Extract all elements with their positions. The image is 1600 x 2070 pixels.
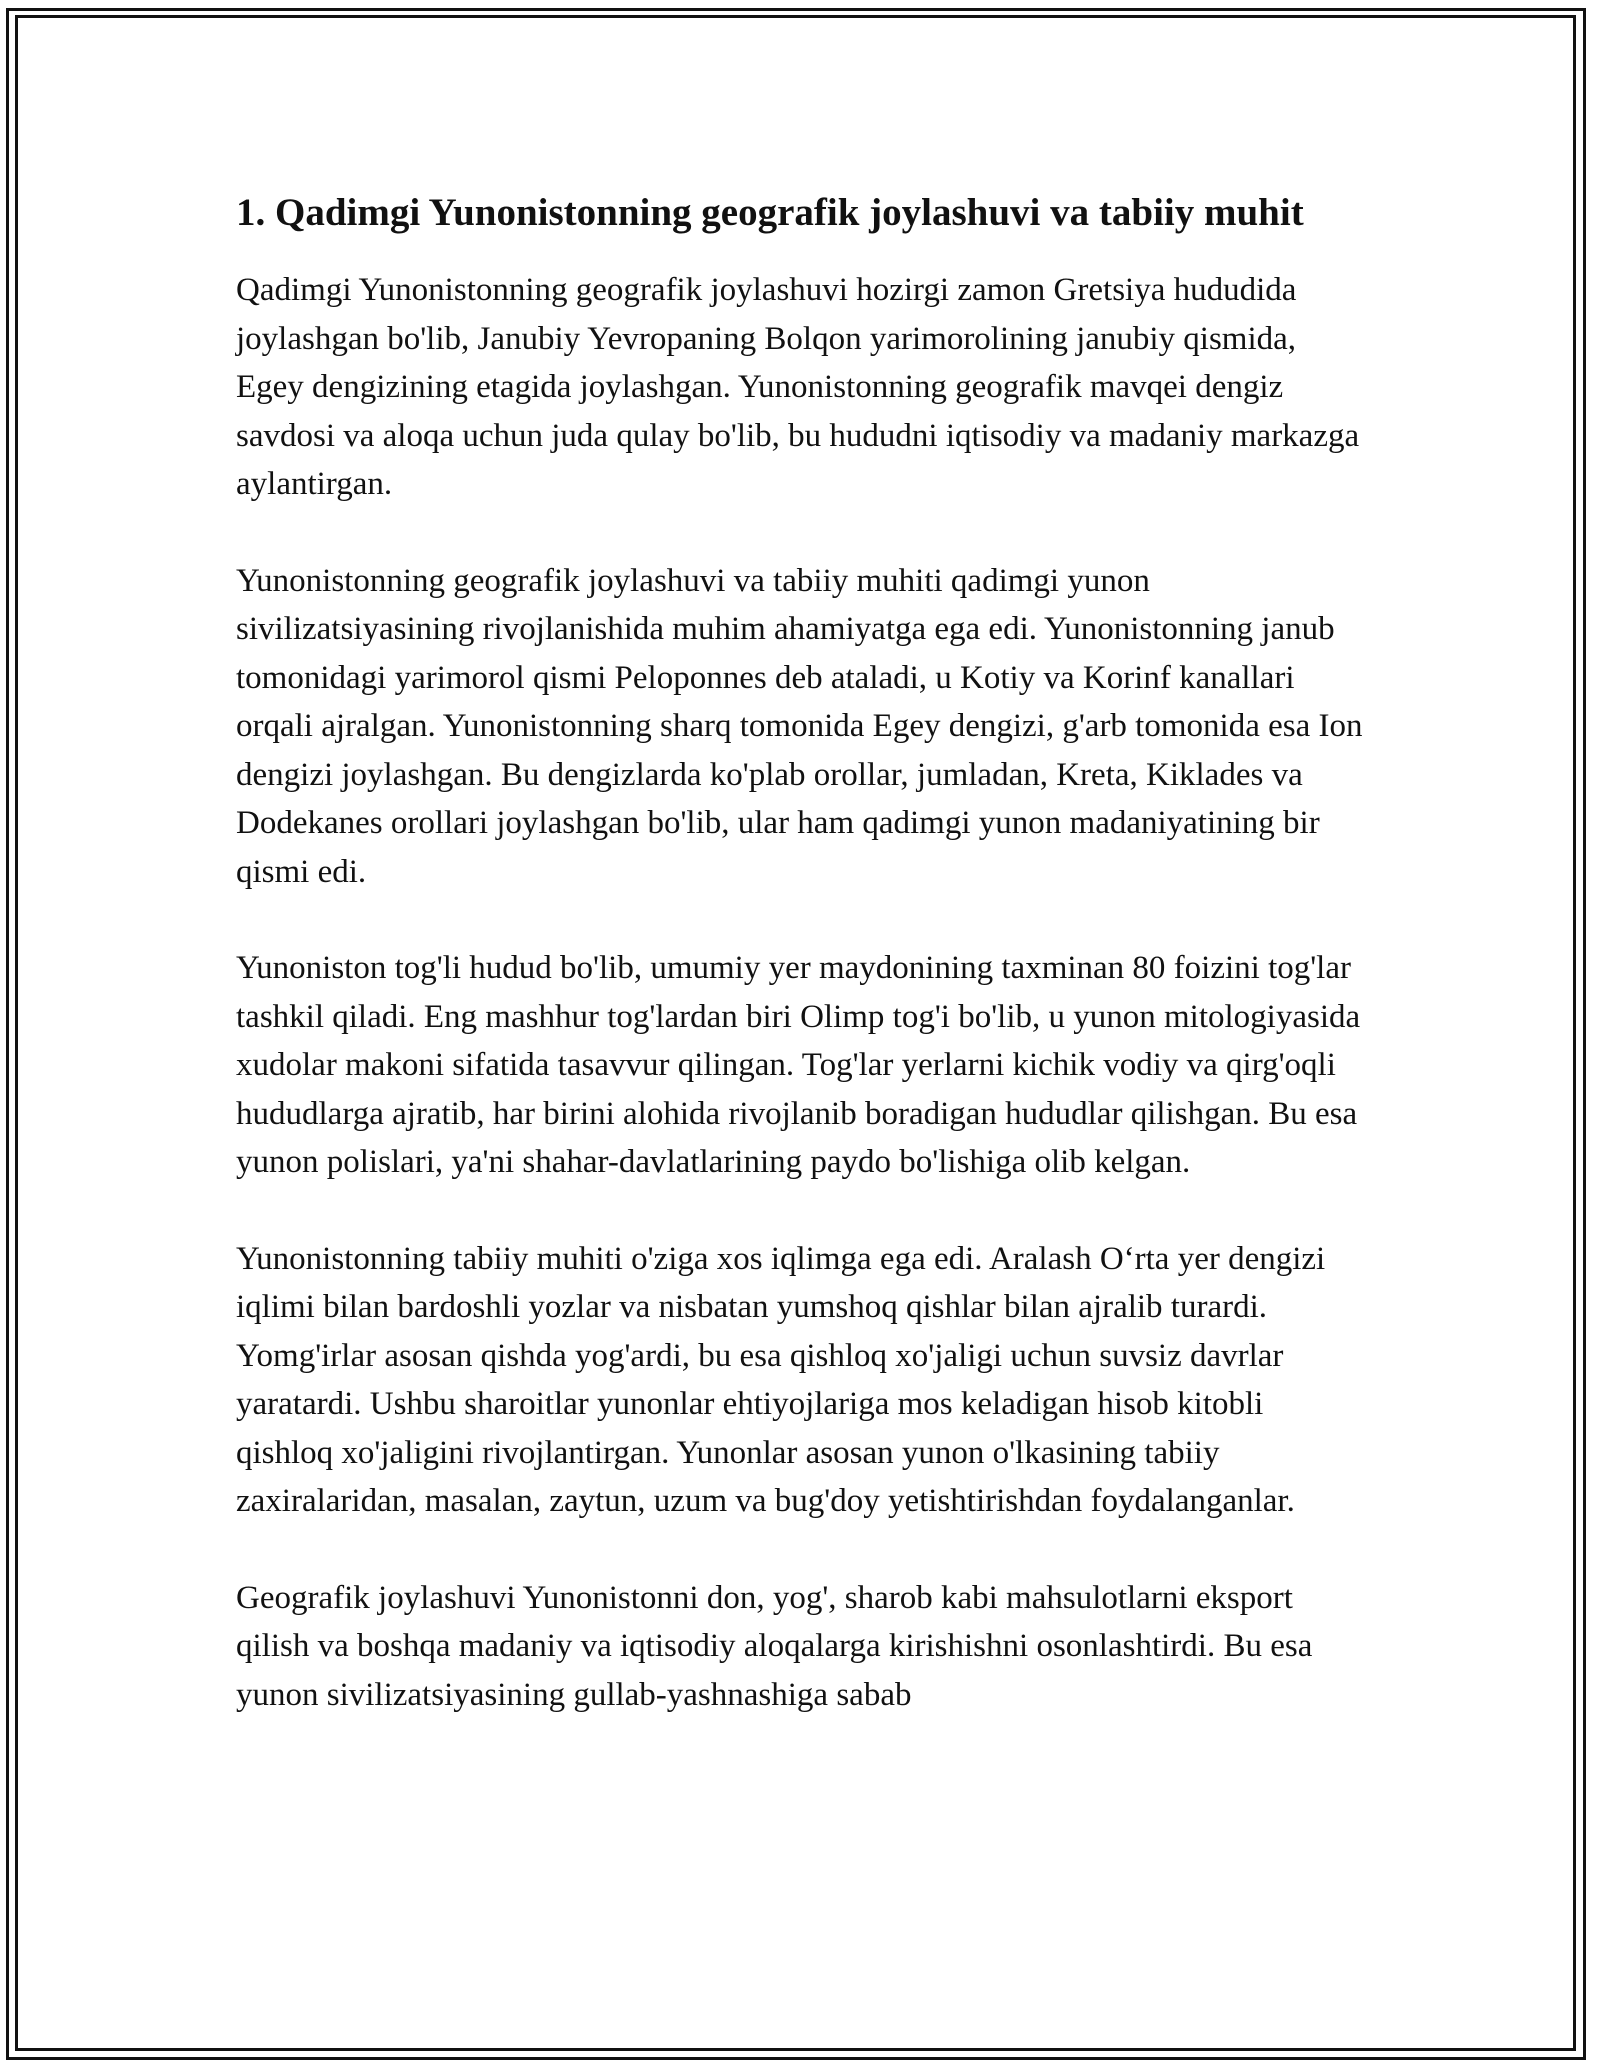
document-body — [236, 186, 1366, 1767]
paragraph-mountains: Yunoniston tog'li hudud bo'lib, umumiy yer maydonining taxminan 80 foizini tog'lar tashkil qiladi. Eng mashhur tog'lardan biri Olimp tog'i bo'lib, u yunon mitologiyasida xudolar makoni sifatida tasavvur qilingan. Tog'lar yerlarni kichik vodiy va qirg'oqli hududlarga ajratib, har birini alohida rivojlanib boradigan hududlar qilishgan. Bu esa yunon polislari, ya'ni shahar-davlatlarining paydo bo'lishiga olib kelgan. — [236, 950, 1361, 1180]
paragraph-climate: Yunonistonning tabiiy muhiti o'ziga xos iqlimga ega edi. Aralash O‘rta yer dengizi iqlimi bilan bardoshli yozlar va nisbatan yumshoq qishlar bilan ajralib turardi. Yomg'irlar asosan qishda yog'ardi, bu esa qishloq xo'jaligi uchun suvsiz davrlar yaratardi. Ushbu sharoitlar yunonlar ehtiyojlariga mos keladigan hisob kitobli qishloq xo'jaligini rivojlantirgan. Yunonlar asosan yunon o'lkasining tabiiy zaxiralaridan, masalan, zaytun, uzum va bug'doy yetishtirishdan foydalanganlar. — [236, 1240, 1326, 1519]
section-heading: 1. Qadimgi Yunonistonning geografik joylashuvi va tabiiy muhit — [236, 191, 1304, 234]
paragraph-seas-and-islands: Yunonistonning geografik joylashuvi va tabiiy muhiti qadimgi yunon sivilizatsiyasining rivojlanishida muhim ahamiyatga ega edi. Yunonistonning janub tomonidagi yarimorol qismi Peloponnes deb ataladi, u Kotiy va Korinf kanallari orqali ajralgan. Yunonistonning sharq tomonida Egey dengizi, g'arb tomonida esa Ion dengizi joylashgan. Bu dengizlarda ko'plab orollar, jumladan, Kreta, Kiklades va Dodekanes orollari joylashgan bo'lib, ular ham qadimgi yunon madaniyatining bir qismi edi. — [236, 562, 1363, 890]
paragraph-trade: Geografik joylashuvi Yunonistonni don, yog', sharob kabi mahsulotlarni eksport qilish va boshqa madaniy va iqtisodiy aloqalarga kirishishni osonlashtirdi. Bu esa yunon sivilizatsiyasining gullab-yashnashiga sabab — [236, 1579, 1313, 1713]
paragraph-location: Qadimgi Yunonistonning geografik joylashuvi hozirgi zamon Gretsiya hududida joylashgan bo'lib, Janubiy Yevropaning Bolqon yarimorolining janubiy qismida, Egey dengizining etagida joylashgan. Yunonistonning geografik mavqei dengiz savdosi va aloqa uchun juda qulay bo'lib, bu hududni iqtisodiy va madaniy markazga aylantirgan. — [236, 272, 1360, 502]
